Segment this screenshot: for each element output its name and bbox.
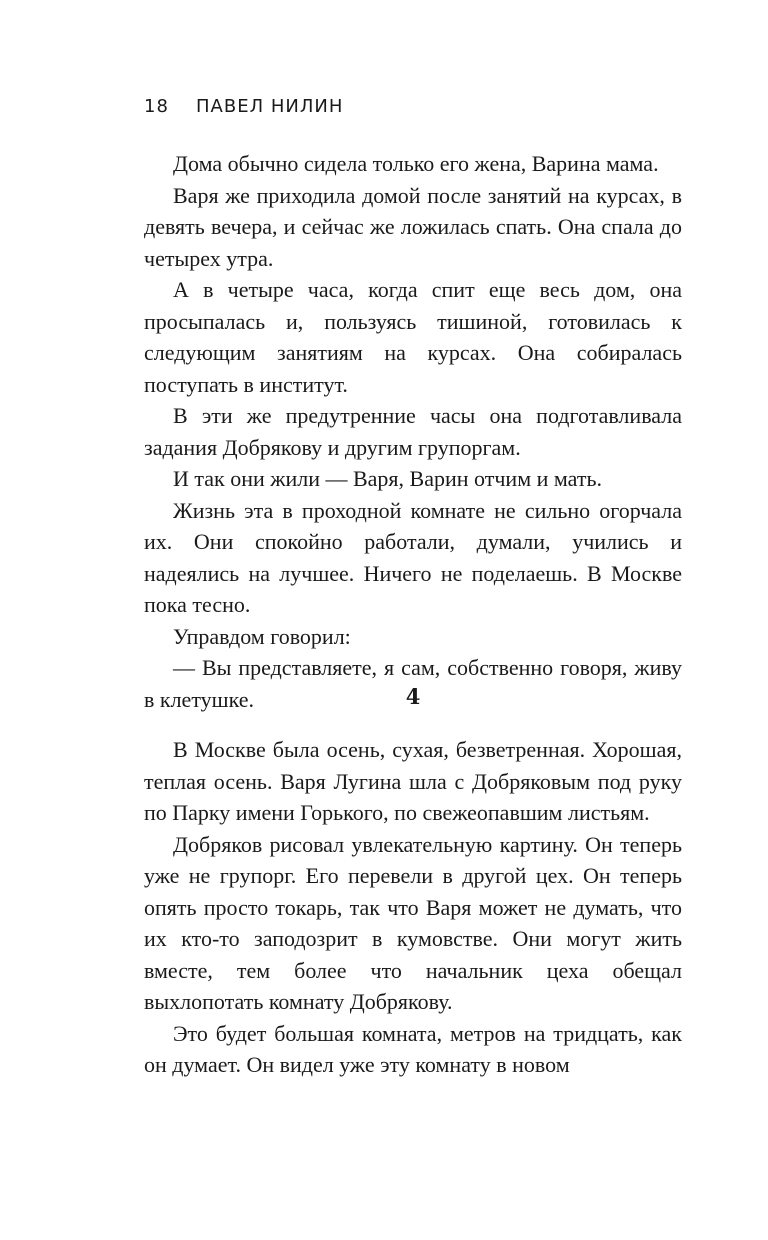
paragraph: — Вы представляете, я сам, собственно говоря, живу в клетушке. xyxy=(144,655,682,712)
running-head xyxy=(144,96,343,117)
paragraph: Это будет большая комната, метров на тридцать, как он думает. Он видел уже эту комнату в новом xyxy=(144,1020,682,1077)
page-number: 18 xyxy=(144,96,169,117)
paragraph: Жизнь эта в проходной комнате не сильно огорчала их. Они спокойно работали, думали, учились и надеялись на лучшее. Ничего не поделаешь. В Москве пока тесно. xyxy=(144,497,682,617)
text-section-bottom xyxy=(144,734,682,1081)
paragraph: И так они жили — Варя, Варин отчим и мать. xyxy=(173,466,603,491)
paragraph: Варя же приходила домой после занятий на курсах, в девять вечера, и сейчас же ложилась спать. Она спала до четырех утра. xyxy=(144,182,682,271)
paragraph: В эти же предутренние часы она подготавливала задания Добрякову и другим групоргам. xyxy=(144,403,682,460)
paragraph: Добряков рисовал увлекательную картину. Он теперь уже не групорг. Его перевели в другой цех. Он теперь опять просто токарь, так что Варя может не думать, что их кто-то заподозрит в кумовстве. Они могут жить вместе, тем более что начальник цеха обещал выхлопотать комнату Добрякову. xyxy=(144,831,682,1014)
paragraph: Дома обычно сидела только его жена, Варина мама. xyxy=(173,151,659,176)
paragraph: А в четыре часа, когда спит еще весь дом, она просыпалась и, пользуясь тишиной, готовилась к следующим занятиям на курсах. Она собиралась поступать в институт. xyxy=(144,277,682,397)
paragraph: В Москве была осень, сухая, безветренная. Хорошая, теплая осень. Варя Лугина шла с Добряковым под руку по Парку имени Горького, по свежеопавшим листьям. xyxy=(144,737,682,825)
paragraph: Управдом говорил: xyxy=(173,623,351,649)
author-name: ПАВЕЛ НИЛИН xyxy=(196,96,344,117)
chapter-number: 4 xyxy=(405,684,421,709)
text-section-top xyxy=(144,148,682,715)
